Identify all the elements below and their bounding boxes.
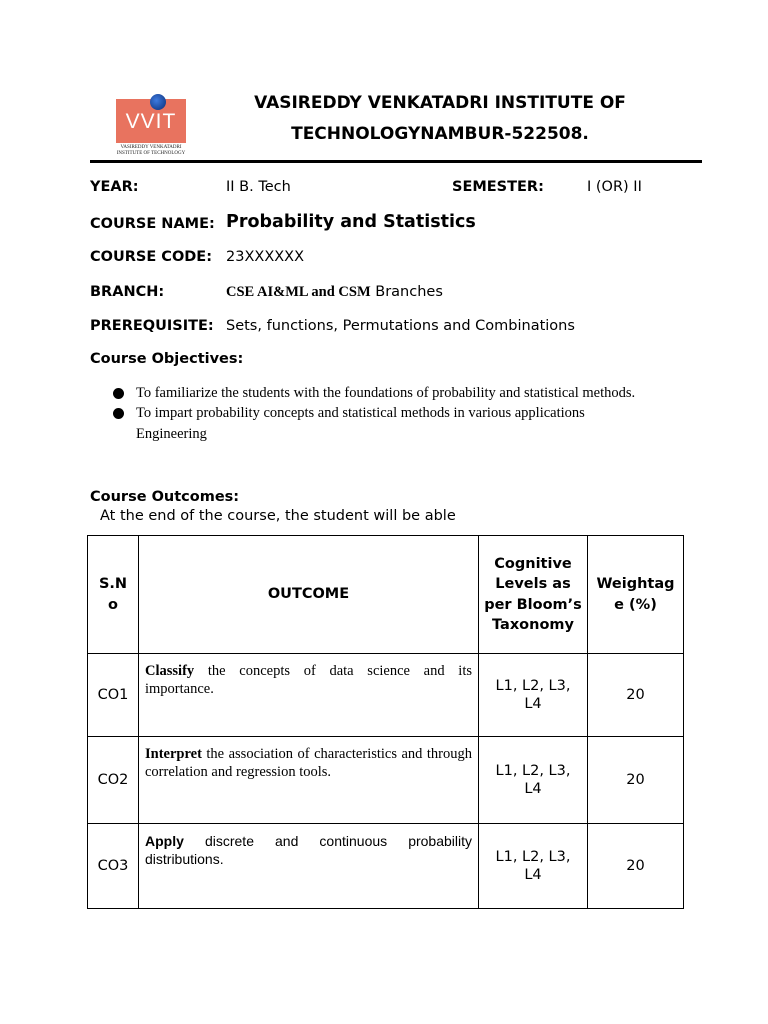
table-row xyxy=(88,654,684,737)
header-weightage: Weightage (%) xyxy=(588,536,684,654)
objectives-heading: Course Objectives: xyxy=(90,351,244,367)
year-value: II B. Tech xyxy=(226,179,291,195)
outcomes-heading: Course Outcomes: xyxy=(90,489,240,505)
institute-name-line1: VASIREDDY VENKATADRI INSTITUTE OF xyxy=(254,93,626,113)
row-outcome: Interpret the association of characteristics and through correlation and regression tools. xyxy=(139,737,479,824)
row-sno: CO3 xyxy=(88,824,139,909)
logo-subtext-line1: VASIREDDY VENKATADRI xyxy=(120,145,182,150)
year-label: YEAR: xyxy=(90,179,139,195)
row-outcome: Apply discrete and continuous probability distributions. xyxy=(139,824,479,909)
globe-icon xyxy=(150,94,166,110)
semester-label: SEMESTER: xyxy=(452,179,544,195)
prerequisite-label: PREREQUISITE: xyxy=(90,318,214,334)
row-levels: L1, L2, L3, L4 xyxy=(479,824,588,909)
branch-value-bold: CSE AI&ML and CSM xyxy=(226,284,371,300)
row-levels: L1, L2, L3, L4 xyxy=(479,737,588,824)
row-sno: CO1 xyxy=(88,654,139,737)
objective-text: To impart probability concepts and statistical methods in various applications Engineering xyxy=(136,405,585,442)
objective-text: To familiarize the students with the foundations of probability and statistical methods. xyxy=(136,385,636,401)
objective-item xyxy=(113,383,703,404)
header-levels: Cognitive Levels as per Bloom’s Taxonomy xyxy=(479,536,588,654)
course-code-label: COURSE CODE: xyxy=(90,249,213,265)
header-sno: S.No xyxy=(88,536,139,654)
objective-item xyxy=(113,403,703,445)
outcomes-intro: At the end of the course, the student will be able xyxy=(100,508,456,524)
bullet-icon xyxy=(113,408,124,419)
row-weight: 20 xyxy=(588,654,684,737)
row-weight: 20 xyxy=(588,824,684,909)
logo-subtext-line2: INSTITUTE OF TECHNOLOGY xyxy=(116,151,186,156)
institute-name-line2: TECHNOLOGYNAMBUR-522508. xyxy=(291,124,589,144)
bullet-icon xyxy=(113,388,124,399)
header-divider xyxy=(90,160,702,163)
row-weight: 20 xyxy=(588,737,684,824)
table-header-row xyxy=(88,536,684,654)
course-code-value: 23XXXXXX xyxy=(226,249,305,265)
branch-value-rest: Branches xyxy=(375,284,443,300)
table-row xyxy=(88,737,684,824)
prerequisite-value: Sets, functions, Permutations and Combinations xyxy=(226,318,575,334)
branch-value xyxy=(226,284,443,301)
row-outcome: Classify the concepts of data science and its importance. xyxy=(139,654,479,737)
logo-subtext xyxy=(106,145,196,157)
logo-text: VVIT xyxy=(125,110,177,133)
header-outcome: OUTCOME xyxy=(139,536,479,654)
course-name-value: Probability and Statistics xyxy=(226,212,476,232)
table-row xyxy=(88,824,684,909)
outcomes-table xyxy=(87,535,684,909)
branch-label: BRANCH: xyxy=(90,284,165,300)
course-name-label: COURSE NAME: xyxy=(90,216,215,232)
row-sno: CO2 xyxy=(88,737,139,824)
row-levels: L1, L2, L3, L4 xyxy=(479,654,588,737)
semester-value: I (OR) II xyxy=(587,179,642,195)
